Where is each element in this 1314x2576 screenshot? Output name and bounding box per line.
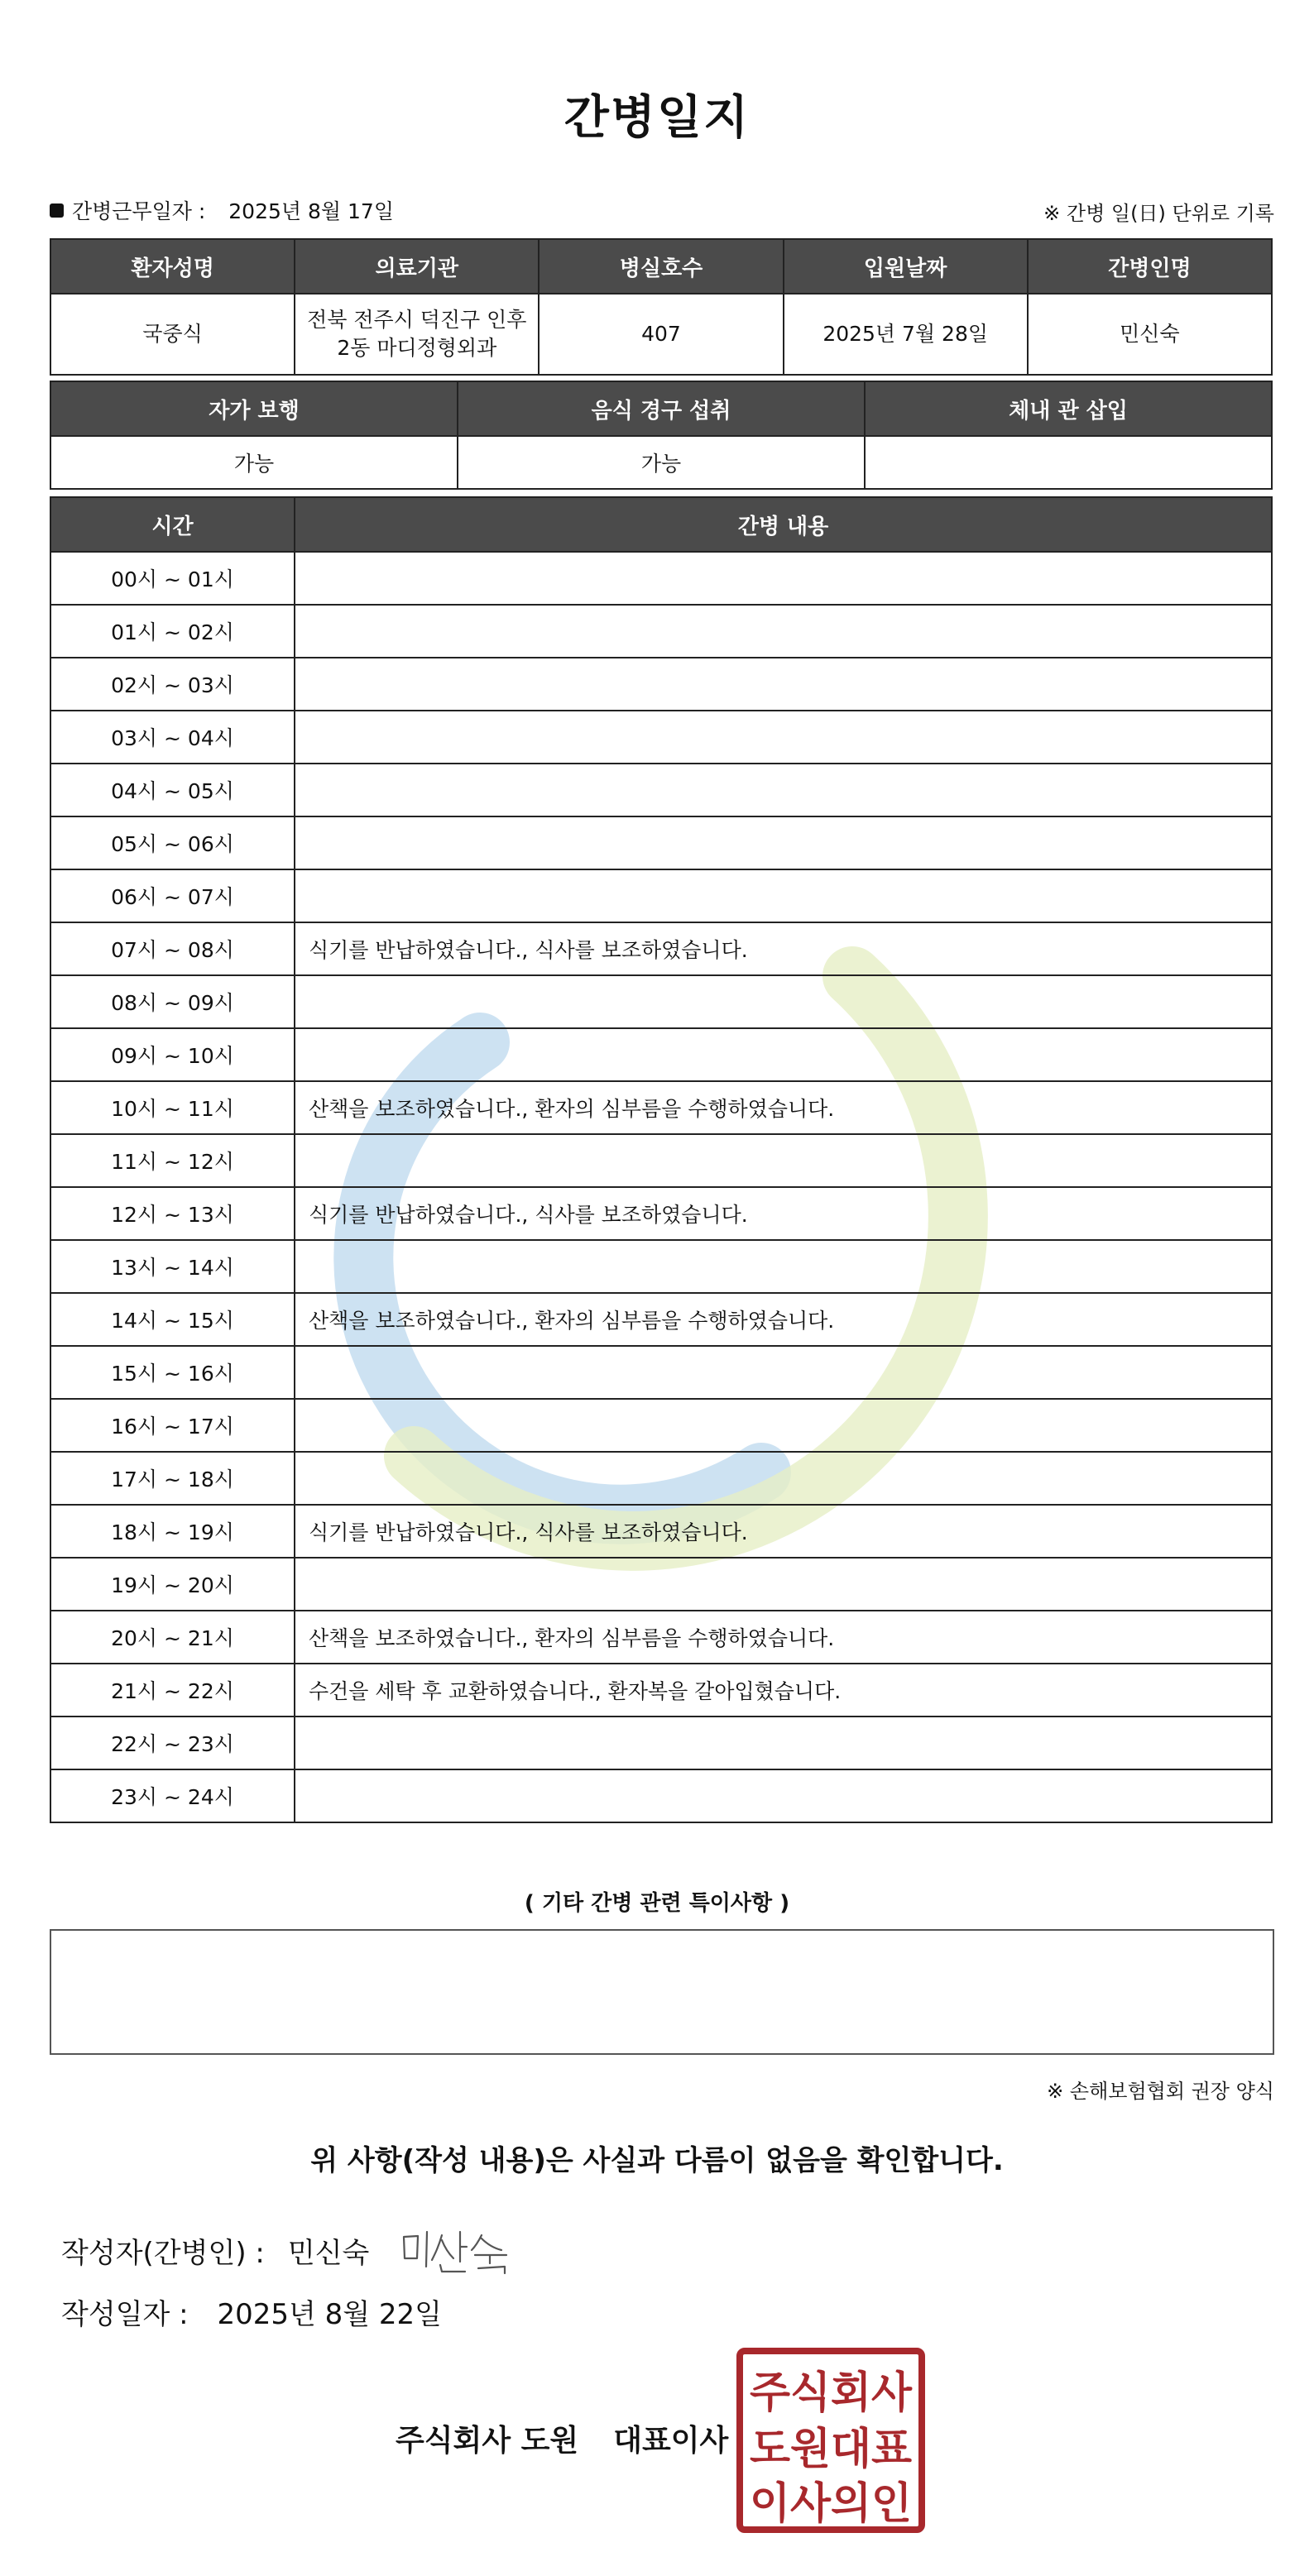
table-row	[50, 1769, 1272, 1822]
time-slot: 22시 ~ 23시	[50, 1717, 295, 1769]
care-content	[295, 1558, 1272, 1611]
table-row	[50, 1293, 1272, 1346]
care-content	[295, 764, 1272, 816]
tube-status	[865, 436, 1272, 489]
special-notes-box	[50, 1929, 1274, 2055]
time-slot: 20시 ~ 21시	[50, 1611, 295, 1664]
care-content: 식기를 반납하였습니다., 식사를 보조하였습니다.	[295, 1187, 1272, 1240]
form-note: ※ 손해보험협회 권장 양식	[1047, 2080, 1274, 2103]
table-row	[50, 922, 1272, 975]
writer-name: 민신숙	[287, 2236, 370, 2270]
admission-date: 2025년 7월 28일	[784, 294, 1028, 375]
care-content	[295, 1240, 1272, 1293]
table-row	[50, 1134, 1272, 1187]
table-row	[50, 1664, 1272, 1717]
company-seal	[735, 2346, 927, 2535]
work-date-label: 간병근무일자 :	[72, 199, 206, 223]
header-walking: 자가 보행	[50, 381, 458, 436]
special-notes-title: ( 기타 간병 관련 특이사항 )	[524, 1891, 790, 1916]
care-content	[295, 1717, 1272, 1769]
status-row	[50, 436, 1272, 489]
time-slot: 01시 ~ 02시	[50, 605, 295, 658]
time-slot: 09시 ~ 10시	[50, 1028, 295, 1081]
care-content: 산책을 보조하였습니다., 환자의 심부름을 수행하였습니다.	[295, 1611, 1272, 1664]
patient-info-table	[50, 238, 1273, 376]
table-row	[50, 1505, 1272, 1558]
record-note: ※ 간병 일(日) 단위로 기록	[1043, 202, 1274, 225]
table-row	[50, 1346, 1272, 1399]
seal-line-2: 도원대표	[750, 2425, 912, 2474]
time-slot: 18시 ~ 19시	[50, 1505, 295, 1558]
seal-line-1: 주식회사	[750, 2368, 913, 2418]
time-slot: 05시 ~ 06시	[50, 816, 295, 869]
written-date-label: 작성일자 :	[61, 2298, 189, 2331]
writer-line	[61, 2225, 531, 2275]
walking-status: 가능	[50, 436, 458, 489]
table-row	[50, 1452, 1272, 1505]
header-patient-name: 환자성명	[50, 239, 295, 294]
oral-intake-status: 가능	[458, 436, 865, 489]
care-log-table	[50, 496, 1273, 1823]
patient-info-row	[50, 294, 1272, 375]
care-content	[295, 869, 1272, 922]
work-date	[50, 195, 394, 225]
room-number: 407	[539, 294, 783, 375]
care-content: 산책을 보조하였습니다., 환자의 심부름을 수행하였습니다.	[295, 1293, 1272, 1346]
table-row	[50, 1028, 1272, 1081]
time-slot: 06시 ~ 07시	[50, 869, 295, 922]
care-content	[295, 1452, 1272, 1505]
header-tube: 체내 관 삽입	[865, 381, 1272, 436]
time-slot: 11시 ~ 12시	[50, 1134, 295, 1187]
table-row	[50, 1717, 1272, 1769]
time-slot: 21시 ~ 22시	[50, 1664, 295, 1717]
written-date-value: 2025년 8월 22일	[217, 2298, 443, 2331]
care-content	[295, 1399, 1272, 1452]
header-oral-intake: 음식 경구 섭취	[458, 381, 865, 436]
care-content	[295, 1134, 1272, 1187]
hospital-line-1: 전북 전주시 덕진구 인후	[307, 308, 527, 332]
handwritten-signature	[399, 2225, 531, 2275]
table-row	[50, 1187, 1272, 1240]
company-name: 주식회사 도원	[396, 2424, 579, 2458]
care-content	[295, 975, 1272, 1028]
header-content: 간병 내용	[295, 497, 1272, 552]
page-title: 간병일지	[563, 91, 751, 145]
care-content	[295, 1346, 1272, 1399]
time-slot: 08시 ~ 09시	[50, 975, 295, 1028]
time-slot: 23시 ~ 24시	[50, 1769, 295, 1822]
header-room: 병실호수	[539, 239, 783, 294]
work-date-value: 2025년 8월 17일	[228, 199, 394, 223]
company-line	[396, 2417, 728, 2459]
caregiver-name: 민신숙	[1028, 294, 1272, 375]
header-caregiver-name: 간병인명	[1028, 239, 1272, 294]
log-header-row	[50, 497, 1272, 552]
writer-label: 작성자(간병인) :	[61, 2236, 265, 2270]
patient-info-header-row	[50, 239, 1272, 294]
time-slot: 19시 ~ 20시	[50, 1558, 295, 1611]
company-representative: 대표이사	[613, 2424, 729, 2458]
confirmation-statement: 위 사항(작성 내용)은 사실과 다름이 없음을 확인합니다.	[310, 2144, 1004, 2177]
care-content: 식기를 반납하였습니다., 식사를 보조하였습니다.	[295, 1505, 1272, 1558]
table-row	[50, 552, 1272, 605]
time-slot: 03시 ~ 04시	[50, 711, 295, 764]
care-content	[295, 1769, 1272, 1822]
time-slot: 17시 ~ 18시	[50, 1452, 295, 1505]
meta-row	[50, 192, 1274, 225]
care-content: 수건을 세탁 후 교환하였습니다., 환자복을 갈아입혔습니다.	[295, 1664, 1272, 1717]
table-row	[50, 658, 1272, 711]
status-header-row	[50, 381, 1272, 436]
care-content: 산책을 보조하였습니다., 환자의 심부름을 수행하였습니다.	[295, 1081, 1272, 1134]
log-body	[50, 552, 1272, 1822]
seal-line-3: 이사의인	[750, 2479, 912, 2529]
table-row	[50, 869, 1272, 922]
time-slot: 02시 ~ 03시	[50, 658, 295, 711]
time-slot: 04시 ~ 05시	[50, 764, 295, 816]
care-content	[295, 816, 1272, 869]
time-slot: 14시 ~ 15시	[50, 1293, 295, 1346]
written-date-line	[61, 2291, 442, 2332]
table-row	[50, 1081, 1272, 1134]
time-slot: 10시 ~ 11시	[50, 1081, 295, 1134]
care-content	[295, 552, 1272, 605]
header-hospital: 의료기관	[295, 239, 539, 294]
time-slot: 07시 ~ 08시	[50, 922, 295, 975]
table-row	[50, 1611, 1272, 1664]
time-slot: 15시 ~ 16시	[50, 1346, 295, 1399]
table-row	[50, 605, 1272, 658]
care-content	[295, 658, 1272, 711]
care-content	[295, 1028, 1272, 1081]
care-content: 식기를 반납하였습니다., 식사를 보조하였습니다.	[295, 922, 1272, 975]
patient-status-table	[50, 381, 1273, 490]
table-row	[50, 1399, 1272, 1452]
hospital-line-2: 2동 마디정형외과	[337, 336, 497, 360]
hospital	[295, 294, 539, 375]
header-time: 시간	[50, 497, 295, 552]
square-bullet-icon	[50, 203, 64, 218]
table-row	[50, 711, 1272, 764]
care-content	[295, 605, 1272, 658]
header-admission-date: 입원날짜	[784, 239, 1028, 294]
table-row	[50, 764, 1272, 816]
table-row	[50, 816, 1272, 869]
table-row	[50, 1558, 1272, 1611]
time-slot: 16시 ~ 17시	[50, 1399, 295, 1452]
table-row	[50, 975, 1272, 1028]
time-slot: 13시 ~ 14시	[50, 1240, 295, 1293]
time-slot: 12시 ~ 13시	[50, 1187, 295, 1240]
care-content	[295, 711, 1272, 764]
time-slot: 00시 ~ 01시	[50, 552, 295, 605]
table-row	[50, 1240, 1272, 1293]
patient-name: 국중식	[50, 294, 295, 375]
